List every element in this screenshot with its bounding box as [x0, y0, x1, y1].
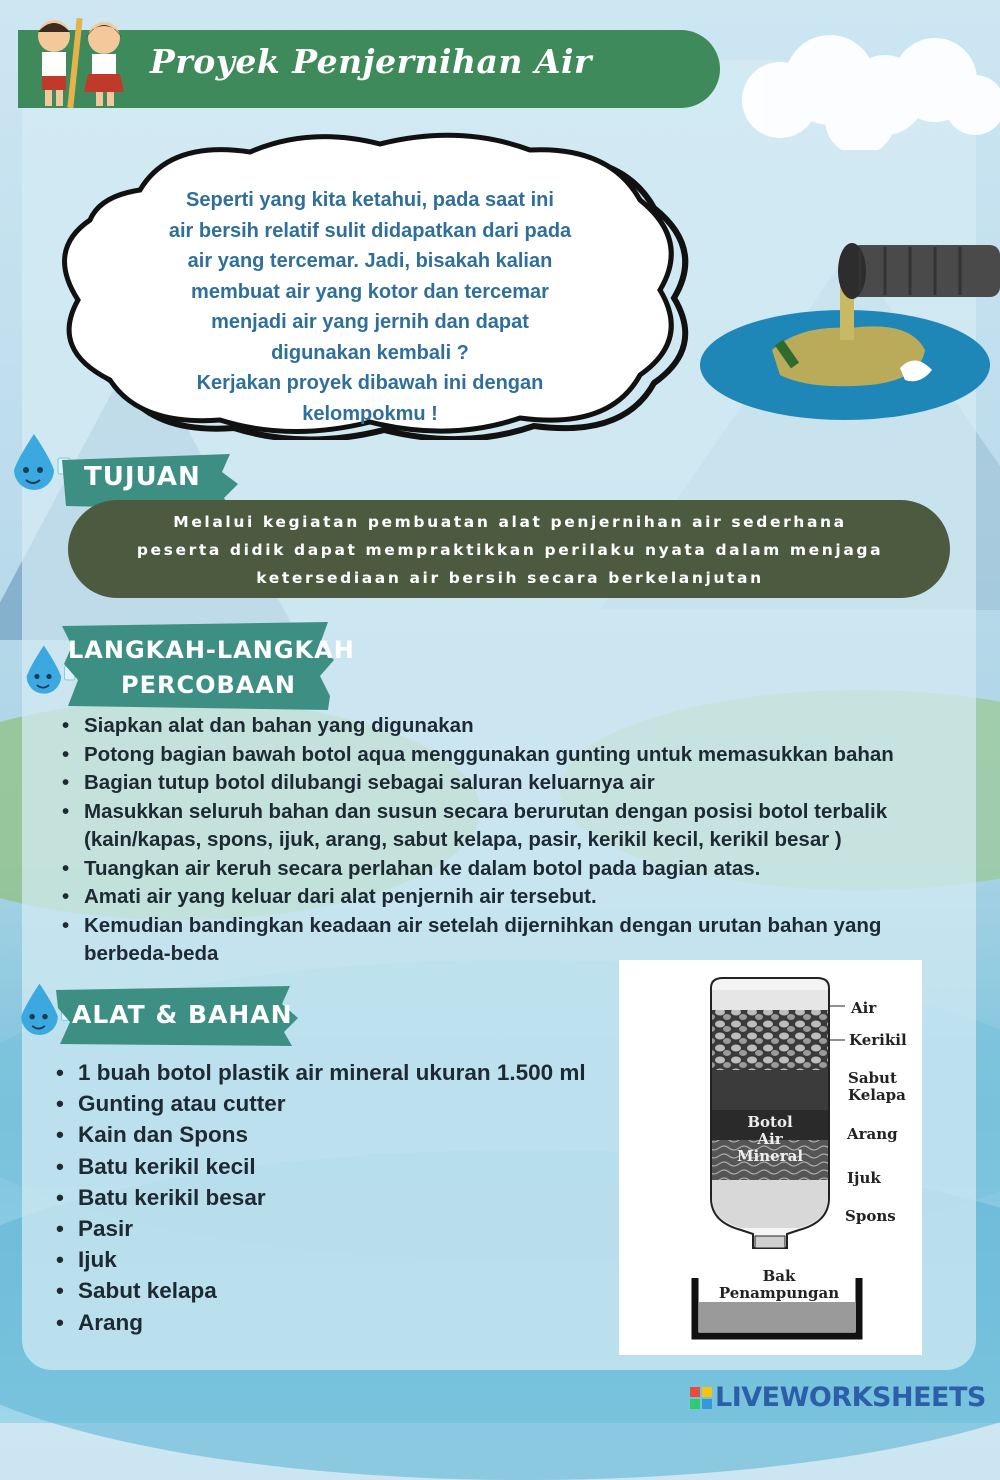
layer-label-sabut [848, 1070, 906, 1104]
intro-line: digunakan kembali ? [271, 341, 469, 364]
list-item: • Siapkan alat dan bahan yang digunakan [62, 712, 922, 741]
langkah-heading-line1: LANGKAH-LANGKAH [68, 636, 355, 664]
intro-line: menjadi air yang jernih dan dapat [211, 311, 529, 333]
goal-line: peserta didik dapat mempraktikkan perilaku nyata dalam menjaga [136, 541, 884, 559]
list-item: • Sabut kelapa [56, 1275, 616, 1306]
intro-line: air bersih relatif sulit didapatkan dari pada [168, 219, 572, 242]
langkah-heading-line2: PERCOBAAN [121, 671, 297, 699]
bottle-label-line: Mineral [736, 1147, 804, 1165]
basin-label-line: Penampungan [718, 1284, 840, 1302]
footer-brand-text: LIVEWORKSHEETS [715, 1382, 986, 1413]
list-item: • Pasir [56, 1213, 616, 1244]
layer-label-air: Air [851, 999, 877, 1017]
basin-label-line: Bak [762, 1267, 796, 1285]
layer-label-ijuk: Ijuk [847, 1169, 881, 1187]
layer-label-kerikil: Kerikil [849, 1031, 907, 1049]
intro-text [130, 185, 610, 429]
list-item: • Batu kerikil kecil [56, 1151, 616, 1182]
layer-label-spons: Spons [845, 1207, 896, 1225]
water-filter-diagram [619, 960, 922, 1355]
kids-illustration [16, 8, 131, 113]
polluted-water-pipe-illustration [700, 240, 1000, 430]
intro-line: Seperti yang kita ketahui, pada saat ini [186, 189, 554, 211]
list-item: • Potong bagian bawah botol aqua menggunakan gunting untuk memasukkan bahan [62, 741, 922, 770]
list-item: • Batu kerikil besar [56, 1182, 616, 1213]
goal-line: Melalui kegiatan pembuatan alat penjernihan air sederhana [173, 513, 847, 531]
intro-line: air yang tercemar. Jadi, bisakah kalian [187, 250, 553, 272]
list-item: • Kain dan Spons [56, 1119, 616, 1150]
tools-list [56, 1057, 616, 1338]
liveworksheets-logo-icon [690, 1385, 712, 1407]
bottle-label [735, 1114, 805, 1165]
list-item: • Gunting atau cutter [56, 1088, 616, 1119]
list-item: • Arang [56, 1307, 616, 1338]
layer-label-arang: Arang [847, 1125, 898, 1143]
list-item: • Tuangkan air keruh secara perlahan ke dalam botol pada bagian atas. [62, 855, 922, 884]
layer-label-line: Kelapa [848, 1086, 906, 1104]
basin-label [715, 1268, 843, 1302]
list-item: • Ijuk [56, 1244, 616, 1275]
list-item: • 1 buah botol plastik air mineral ukuran 1.500 ml [56, 1057, 616, 1088]
bottle-label-line: Botol Air [747, 1113, 793, 1148]
clouds-illustration [720, 20, 1000, 150]
layer-label-line: Sabut [848, 1069, 897, 1087]
steps-list [62, 712, 922, 969]
goal-text [90, 508, 930, 592]
list-item: • Masukkan seluruh bahan dan susun secara berurutan dengan posisi botol terbalik (kain/kapas, spons, ijuk, arang, sabut kelapa, pasir, kerikil kecil, kerikil besar ) [62, 798, 922, 855]
intro-line: kelompokmu ! [302, 402, 438, 425]
list-item: • Amati air yang keluar dari alat penjernih air tersebut. [62, 883, 922, 912]
intro-line: Kerjakan proyek dibawah ini dengan [196, 372, 544, 394]
list-item: • Bagian tutup botol dilubangi sebagai saluran keluarnya air [62, 769, 922, 798]
list-item: • Kemudian bandingkan keadaan air setelah dijernihkan dengan urutan bahan yang berbeda-beda [62, 912, 922, 969]
intro-line: membuat air yang kotor dan tercemar [191, 280, 549, 303]
tujuan-heading: TUJUAN [84, 462, 201, 492]
page-title: Proyek Penjernihan Air [150, 42, 592, 81]
alat-bahan-heading: ALAT & BAHAN [72, 1000, 293, 1029]
goal-line: ketersediaan air bersih secara berkelanjutan [256, 569, 764, 587]
footer-brand[interactable] [690, 1382, 986, 1413]
